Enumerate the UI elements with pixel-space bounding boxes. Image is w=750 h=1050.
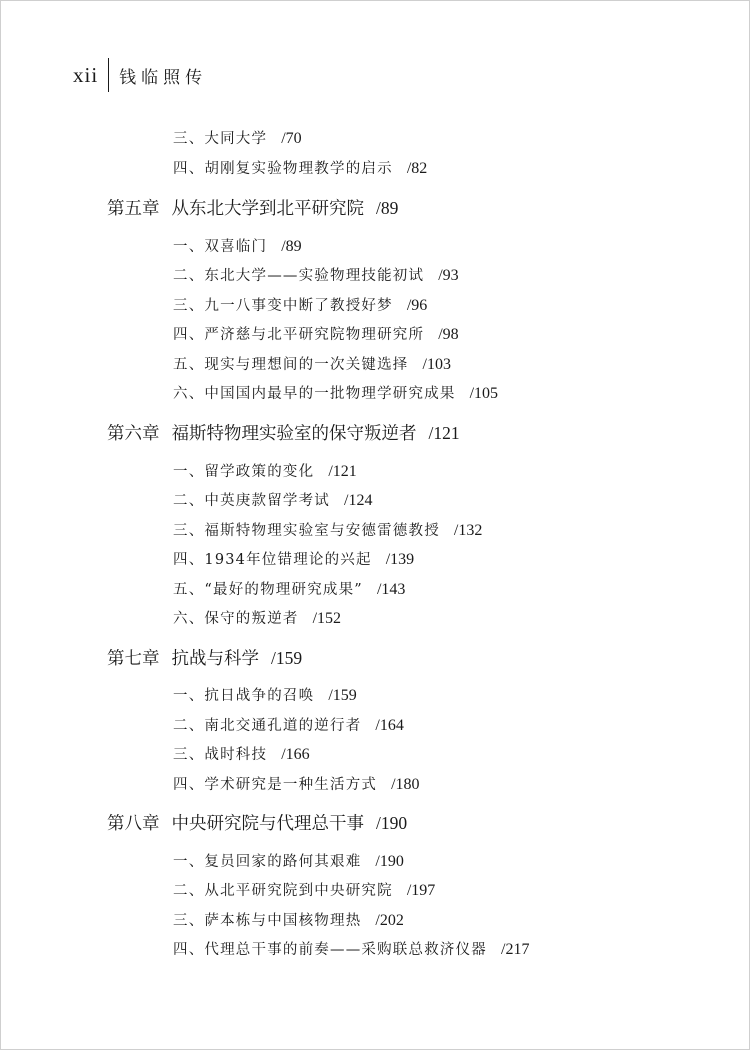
page-reference: /190	[376, 813, 408, 833]
toc-section-entry[interactable]	[173, 579, 405, 601]
toc-section-entry[interactable]	[173, 715, 404, 737]
toc-section-entry[interactable]	[173, 490, 372, 512]
toc-section-entry[interactable]	[173, 158, 427, 180]
section-title: 四、胡刚复实验物理教学的启示	[173, 161, 393, 177]
page-reference: /105	[469, 385, 499, 402]
section-title: 二、南北交通孔道的逆行者	[173, 718, 362, 734]
page-reference: /197	[406, 882, 436, 899]
page-reference: /98	[438, 326, 459, 343]
page-reference: /180	[391, 776, 420, 793]
page-reference: /139	[385, 551, 415, 568]
page-reference: /96	[406, 297, 428, 314]
toc-section-entry[interactable]	[173, 520, 482, 542]
page-reference: /159	[328, 687, 357, 704]
page-reference: /143	[376, 581, 406, 598]
toc-section-entry[interactable]	[173, 608, 341, 630]
toc-section-entry[interactable]	[173, 461, 357, 483]
toc-section-entry[interactable]	[173, 324, 459, 346]
running-book-title: 钱临照传	[119, 67, 208, 88]
page-reference: /202	[375, 912, 404, 929]
section-title: 六、保守的叛逆者	[173, 611, 299, 627]
page-reference: /89	[376, 198, 399, 218]
chapter-title: 中央研究院与代理总干事	[171, 814, 364, 834]
chapter-number: 第七章	[107, 649, 160, 669]
toc-section-entry[interactable]	[173, 774, 420, 796]
toc-chapter-entry[interactable]	[107, 647, 302, 670]
page-reference: /82	[406, 160, 428, 177]
section-title: 一、双喜临门	[173, 239, 268, 255]
toc-section-entry[interactable]	[173, 744, 310, 766]
page-reference: /70	[281, 130, 302, 147]
section-title: 四、代理总干事的前奏——采购联总救济仪器	[173, 942, 487, 958]
chapter-number: 第五章	[107, 199, 160, 219]
section-title: 三、福斯特物理实验室与安德雷德教授	[173, 523, 440, 539]
section-title: 一、留学政策的变化	[173, 464, 315, 480]
chapter-title: 福斯特物理实验室的保守叛逆者	[171, 424, 417, 444]
toc-section-entry[interactable]	[173, 295, 427, 317]
toc-section-entry[interactable]	[173, 685, 357, 707]
chapter-number: 第八章	[107, 814, 160, 834]
section-title: 三、九一八事变中断了教授好梦	[173, 298, 393, 314]
section-title: 二、中英庚款留学考试	[173, 493, 330, 509]
section-title: 三、萨本栋与中国核物理热	[173, 913, 362, 929]
page-reference: /124	[344, 492, 373, 509]
page-reference: /121	[328, 463, 357, 480]
page-reference: /103	[422, 356, 451, 373]
chapter-title: 从东北大学到北平研究院	[171, 199, 364, 219]
section-title: 一、抗日战争的召唤	[173, 688, 315, 704]
section-title: 一、复员回家的路何其艰难	[173, 854, 362, 870]
section-title: 四、1934年位错理论的兴起	[173, 552, 372, 568]
toc-section-entry[interactable]	[173, 236, 302, 258]
section-title: 五、现实与理想间的一次关键选择	[173, 357, 409, 373]
page-reference: /89	[281, 238, 302, 255]
page-reference: /166	[281, 746, 310, 763]
page-reference: /93	[438, 267, 459, 284]
page-reference: /121	[428, 423, 460, 443]
toc-section-entry[interactable]	[173, 880, 435, 902]
section-title: 四、学术研究是一种生活方式	[173, 777, 378, 793]
toc-section-entry[interactable]	[173, 354, 451, 376]
chapter-number: 第六章	[107, 424, 160, 444]
toc-section-entry[interactable]	[173, 549, 414, 571]
toc-chapter-entry[interactable]	[107, 197, 398, 220]
toc-section-entry[interactable]	[173, 265, 459, 287]
section-title: 四、严济慈与北平研究院物理研究所	[173, 327, 425, 343]
section-title: 五、“最好的物理研究成果”	[173, 582, 363, 598]
section-title: 二、从北平研究院到中央研究院	[173, 883, 393, 899]
section-title: 三、大同大学	[173, 131, 268, 147]
toc-section-entry[interactable]	[173, 851, 404, 873]
page-reference: /132	[453, 522, 483, 539]
section-title: 六、中国国内最早的一批物理学研究成果	[173, 386, 456, 402]
toc-section-entry[interactable]	[173, 910, 404, 932]
toc-chapter-entry[interactable]	[107, 422, 460, 445]
page-reference: /164	[375, 717, 404, 734]
chapter-title: 抗战与科学	[171, 649, 259, 669]
page-reference: /190	[375, 853, 404, 870]
page-reference: /217	[501, 941, 530, 958]
toc-section-entry[interactable]	[173, 128, 302, 150]
page-folio: xii	[73, 62, 99, 87]
toc-section-entry[interactable]	[173, 939, 529, 961]
toc-chapter-entry[interactable]	[107, 812, 407, 835]
page-reference: /152	[312, 610, 342, 627]
toc-section-entry[interactable]	[173, 383, 498, 405]
running-head	[73, 55, 207, 95]
page-reference: /159	[271, 648, 303, 668]
section-title: 二、东北大学——实验物理技能初试	[173, 268, 425, 284]
section-title: 三、战时科技	[173, 747, 268, 763]
